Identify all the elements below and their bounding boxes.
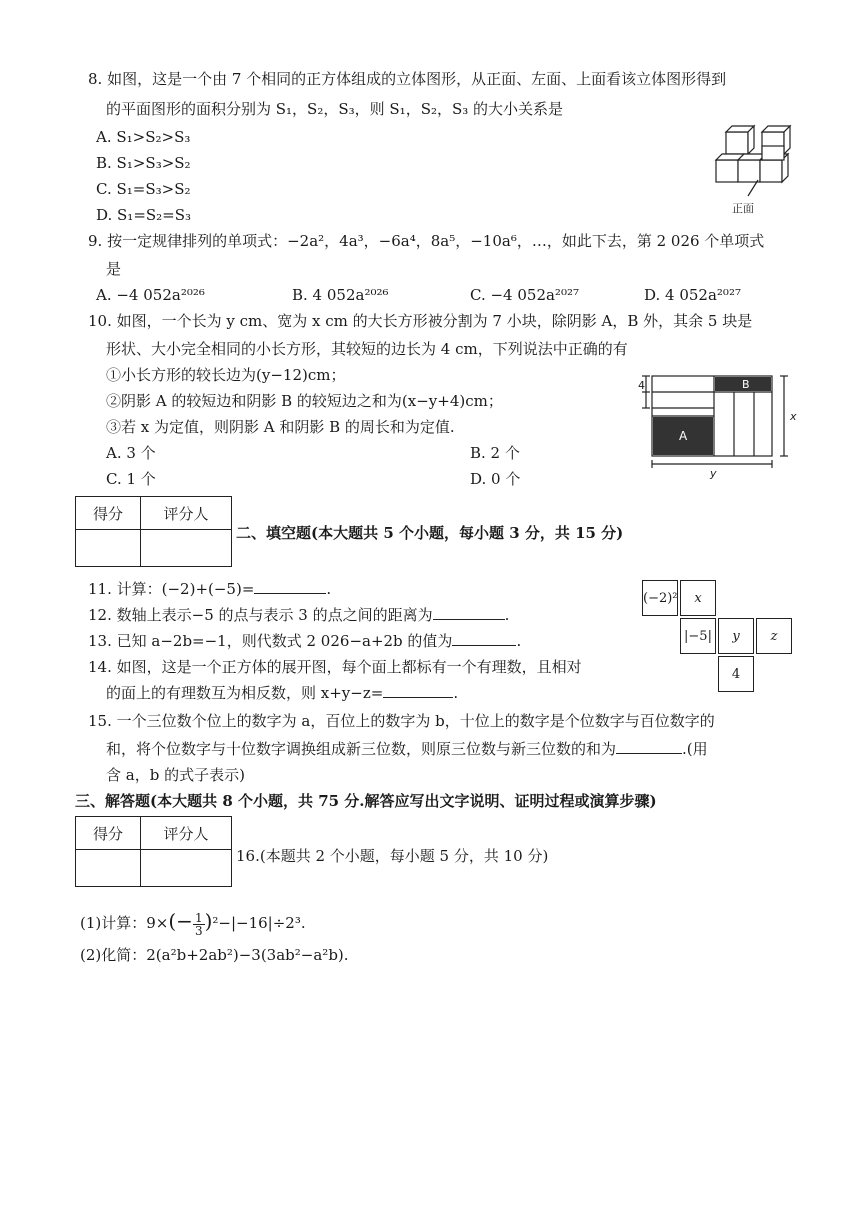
net-cell-1: (−2)² bbox=[642, 580, 678, 616]
score-header: 得分 bbox=[76, 817, 141, 850]
net-cell-2: x bbox=[680, 580, 716, 616]
q8-option-b: B. S₁>S₃>S₂ bbox=[96, 154, 191, 172]
q16-part1: (1)计算：9×(− $\frac{1}{3}$ )²−|−16|÷2³. bbox=[80, 909, 306, 938]
q16-title: 16.(本题共 2 个小题，每小题 5 分，共 10 分) bbox=[236, 847, 549, 865]
q11: 11. 计算：(−2)+(−5)= . bbox=[88, 580, 332, 598]
grader-cell[interactable] bbox=[141, 850, 232, 887]
q10-option-b: B. 2 个 bbox=[470, 444, 520, 462]
score-cell[interactable] bbox=[76, 850, 141, 887]
q13-answer-blank[interactable] bbox=[452, 631, 516, 646]
q15-line2 bbox=[106, 738, 708, 760]
q15-tail: .(用 bbox=[682, 740, 708, 758]
q9-line1: 9. 按一定规律排列的单项式：−2a²，4a³，−6a⁴，8a⁵，−10a⁶，…，如此下去，第 2 026 个单项式 bbox=[88, 232, 765, 250]
q11-text: 11. 计算：(−2)+(−5)= bbox=[88, 580, 255, 598]
q9-option-c: C. −4 052a²⁰²⁷ bbox=[470, 286, 579, 304]
q13: 13. 已知 a−2b=−1，则代数式 2 026−a+2b 的值为 . bbox=[88, 632, 522, 650]
q8-option-d: D. S₁=S₂=S₃ bbox=[96, 206, 192, 224]
q13-text: 13. 已知 a−2b=−1，则代数式 2 026−a+2b 的值为 bbox=[88, 632, 453, 650]
q10-option-d: D. 0 个 bbox=[470, 470, 521, 488]
dim-label-y: y bbox=[710, 467, 717, 480]
q9-option-d: D. 4 052a²⁰²⁷ bbox=[644, 286, 741, 304]
q15-answer-blank[interactable] bbox=[616, 739, 682, 754]
score-table-1 bbox=[75, 496, 232, 567]
fraction-denominator: 3 bbox=[194, 923, 203, 938]
q10-statement-1: ①小长方形的较长边为(y−12)cm； bbox=[106, 366, 346, 384]
q9-option-b: B. 4 052a²⁰²⁶ bbox=[292, 286, 389, 304]
q10-line2: 形状、大小完全相同的小长方形，其较短的边长为 4 cm，下列说法中正确的有 bbox=[106, 340, 628, 358]
q10-statement-3: ③若 x 为定值，则阴影 A 和阴影 B 的周长和为定值. bbox=[106, 418, 455, 436]
front-label: 正面 bbox=[732, 202, 754, 215]
q10-statement-2: ②阴影 A 的较短边和阴影 B 的较短边之和为(x−y+4)cm； bbox=[106, 392, 503, 410]
q8-option-c: C. S₁=S₃>S₂ bbox=[96, 180, 191, 198]
q12-answer-blank[interactable] bbox=[433, 605, 505, 620]
fraction-numerator: 1 bbox=[194, 910, 203, 925]
shaded-label-a: A bbox=[679, 429, 688, 443]
q15-line3: 含 a，b 的式子表示) bbox=[106, 766, 245, 784]
q11-answer-blank[interactable] bbox=[254, 579, 326, 594]
net-cell-6: 4 bbox=[718, 656, 754, 692]
q10-line1: 10. 如图，一个长为 y cm、宽为 x cm 的大长方形被分割为 7 小块，除阴影 A，B 外，其余 5 块是 bbox=[88, 312, 753, 330]
q10-option-c: C. 1 个 bbox=[106, 470, 156, 488]
score-cell[interactable] bbox=[76, 530, 141, 567]
fraction bbox=[193, 912, 205, 937]
q12-text: 12. 数轴上表示−5 的点与表示 3 的点之间的距离为 bbox=[88, 606, 433, 624]
q8-option-a: A. S₁>S₂>S₃ bbox=[96, 128, 191, 146]
q8-line2: 的平面图形的面积分别为 S₁，S₂，S₃，则 S₁，S₂，S₃ 的大小关系是 bbox=[106, 100, 564, 118]
dim-label-4: 4 bbox=[638, 379, 645, 392]
net-cell-4: y bbox=[718, 618, 754, 654]
q14-line1: 14. 如图，这是一个正方体的展开图，每个面上都标有一个有理数，且相对 bbox=[88, 658, 582, 676]
dim-label-x: x bbox=[790, 410, 797, 423]
q10-option-a: A. 3 个 bbox=[106, 444, 156, 462]
rectangle-figure bbox=[632, 360, 802, 480]
q9-option-a: A. −4 052a²⁰²⁶ bbox=[96, 286, 205, 304]
score-table-2 bbox=[75, 816, 232, 887]
shaded-label-b: B bbox=[742, 378, 750, 391]
q14-text: 的面上的有理数互为相反数，则 x+y−z= bbox=[106, 684, 384, 702]
cube-stack-figure bbox=[712, 118, 802, 218]
grader-cell[interactable] bbox=[141, 530, 232, 567]
grader-header: 评分人 bbox=[141, 817, 232, 850]
q8-line1: 8. 如图，这是一个由 7 个相同的正方体组成的立体图形，从正面、左面、上面看该立体图形得到 bbox=[88, 70, 727, 88]
q15-text: 和，将个位数字与十位数字调换组成新三位数，则原三位数与新三位数的和为 bbox=[106, 740, 617, 758]
q9-line2: 是 bbox=[106, 260, 122, 278]
q12: 12. 数轴上表示−5 的点与表示 3 的点之间的距离为 . bbox=[88, 606, 510, 624]
q16-part1-suffix: ²−|−16|÷2³. bbox=[212, 914, 306, 932]
q16-part1-prefix: (1)计算：9× bbox=[80, 914, 169, 932]
net-cell-3: |−5| bbox=[680, 618, 716, 654]
section3-title: 三、解答题(本大题共 8 个小题，共 75 分.解答应写出文字说明、证明过程或演算步骤) bbox=[75, 792, 657, 810]
q15-line1: 15. 一个三位数个位上的数字为 a，百位上的数字为 b，十位上的数字是个位数字与百位数字的 bbox=[88, 712, 715, 730]
score-header: 得分 bbox=[76, 497, 141, 530]
q16-part2: (2)化简：2(a²b+2ab²)−3(3ab²−a²b). bbox=[80, 946, 349, 964]
q14-line2: 的面上的有理数互为相反数，则 x+y−z= . bbox=[106, 684, 459, 702]
q14-answer-blank[interactable] bbox=[383, 683, 453, 698]
section2-title: 二、填空题(本大题共 5 个小题，每小题 3 分，共 15 分) bbox=[236, 524, 624, 542]
grader-header: 评分人 bbox=[141, 497, 232, 530]
net-cell-5: z bbox=[756, 618, 792, 654]
